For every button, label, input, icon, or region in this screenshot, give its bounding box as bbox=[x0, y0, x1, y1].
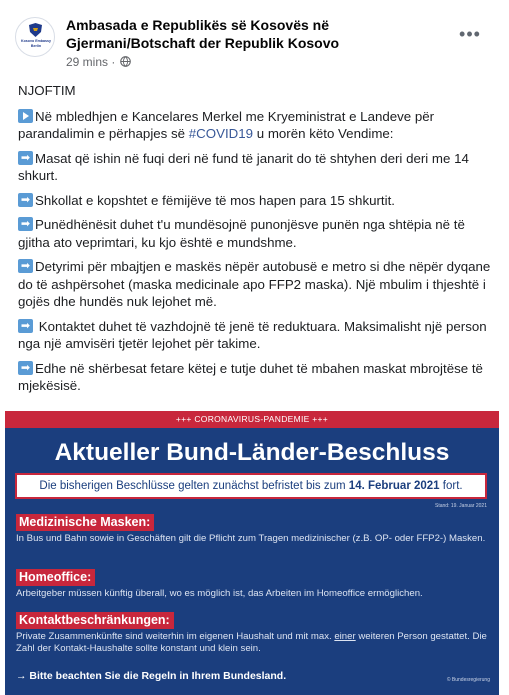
list-item-text: Kontaktet duhet të vazhdojnë të jenë të reduktuara. Maksimalisht një person nga një amvisëri tjetër lejohet për takime. bbox=[18, 318, 487, 351]
page-name-link[interactable]: Ambasada e Republikës së Kosovës në Gjermani/Botschaft der Republik Kosovo bbox=[66, 17, 340, 51]
list-item-text: Edhe në shërbesat fetare këtej e tutje duhet të mbahen maskat mbrojtëse të mjekësisë. bbox=[18, 360, 483, 393]
contacts-text-after: weiteren Person gestattet. Die Zahl der Kontakt-Haushalte sollte konstant und klein sein. bbox=[16, 631, 487, 654]
list-item bbox=[18, 318, 494, 353]
stand-date: Stand: 19. Januar 2021 bbox=[435, 503, 487, 509]
embassy-seal-icon bbox=[29, 23, 42, 37]
section-contacts bbox=[16, 611, 491, 655]
post-header bbox=[15, 13, 495, 75]
intro-text-before: Në mbledhjen e Kancelares Merkel me Kryeministrat e Landeve për parandalimin e përhapjes së bbox=[18, 108, 435, 141]
list-item-text: Shkollat e kopshtet e fëmijëve të mos hapen para 15 shkurtit. bbox=[35, 192, 395, 208]
list-item-text: Masat që ishin në fuqi deri në fund të janarit do të shtyhen deri deri me 14 shkurt. bbox=[18, 150, 469, 183]
globe-icon[interactable] bbox=[120, 56, 131, 67]
play-button-emoji bbox=[18, 109, 33, 123]
list-item-text: Detyrimi për mbajtjen e maskës nëpër autobusë e metro si dhe nëpër dyqane do të ashpërsohet (maska medicinale apo FFP2 maska). Një mbulim i thjeshtë i gojës dhe hundës nuk lejohet më. bbox=[18, 259, 491, 309]
list-item bbox=[18, 216, 494, 251]
post-text bbox=[18, 82, 494, 402]
list-item bbox=[18, 258, 494, 311]
right-arrow-emoji bbox=[18, 259, 33, 273]
copyright-note: © Bundesregierung bbox=[446, 677, 490, 683]
intro-text-after: u morën këto Vendime: bbox=[253, 126, 394, 141]
section-heading: Homeoffice: bbox=[16, 569, 95, 586]
section-heading: Medizinische Masken: bbox=[16, 514, 154, 531]
list-item bbox=[18, 150, 494, 185]
list-item bbox=[18, 360, 494, 395]
pandemic-banner: +++ CORONAVIRUS-PANDEMIE +++ bbox=[5, 411, 499, 428]
section-masks bbox=[16, 513, 491, 545]
right-arrow-emoji bbox=[18, 193, 33, 207]
section-homeoffice bbox=[16, 568, 491, 600]
list-item-text: Punëdhënësit duhet t'u mundësojnë punonjësve punën nga shtëpia në të gjitha ato veprimtari, ku kjo është e mundshme. bbox=[18, 217, 465, 250]
avatar-label-line-1: Kosovo Embassy bbox=[21, 39, 51, 43]
validity-text-before: Die bisherigen Beschlüsse gelten zunächst befristet bis zum bbox=[39, 480, 349, 492]
meta-separator: · bbox=[111, 55, 116, 69]
more-options-icon[interactable]: ••• bbox=[459, 24, 481, 44]
contacts-text-before: Private Zusammenkünfte sind weiterhin im eigenen Haushalt und mit max. bbox=[16, 631, 335, 642]
validity-text-after: fort. bbox=[439, 480, 463, 492]
right-arrow-emoji bbox=[18, 319, 33, 333]
section-text: Arbeitgeber müssen künftig überall, wo es möglich ist, das Arbeiten im Homeoffice ermöglichen. bbox=[16, 588, 423, 599]
graphic-title: Aktueller Bund-Länder-Beschluss bbox=[54, 439, 450, 466]
hashtag-link[interactable]: #COVID19 bbox=[188, 126, 254, 141]
attached-image[interactable] bbox=[5, 411, 499, 695]
post-meta bbox=[66, 55, 131, 69]
post-title: NJOFTIM bbox=[18, 83, 76, 98]
post-timestamp[interactable]: 29 mins bbox=[66, 55, 109, 69]
validity-date: 14. Februar 2021 bbox=[348, 480, 440, 492]
post-intro bbox=[18, 108, 494, 143]
section-heading: Kontaktbeschränkungen: bbox=[16, 612, 174, 629]
contacts-text-underline: einer bbox=[334, 631, 356, 642]
right-arrow-emoji bbox=[18, 361, 33, 375]
right-arrow-emoji bbox=[18, 151, 33, 165]
list-item bbox=[18, 192, 494, 210]
graphic-footer: → Bitte beachten Sie die Regeln in Ihrem Bundesland. bbox=[16, 670, 287, 682]
validity-box bbox=[15, 473, 487, 499]
page-avatar[interactable] bbox=[15, 17, 55, 57]
section-text bbox=[16, 631, 491, 655]
section-text: In Bus und Bahn sowie in Geschäften gilt die Pflicht zum Tragen medizinischer (z.B. OP- oder FFP2-) Masken. bbox=[16, 533, 486, 544]
right-arrow-emoji bbox=[18, 217, 33, 231]
avatar-label-line-2: Berlin bbox=[30, 44, 42, 48]
